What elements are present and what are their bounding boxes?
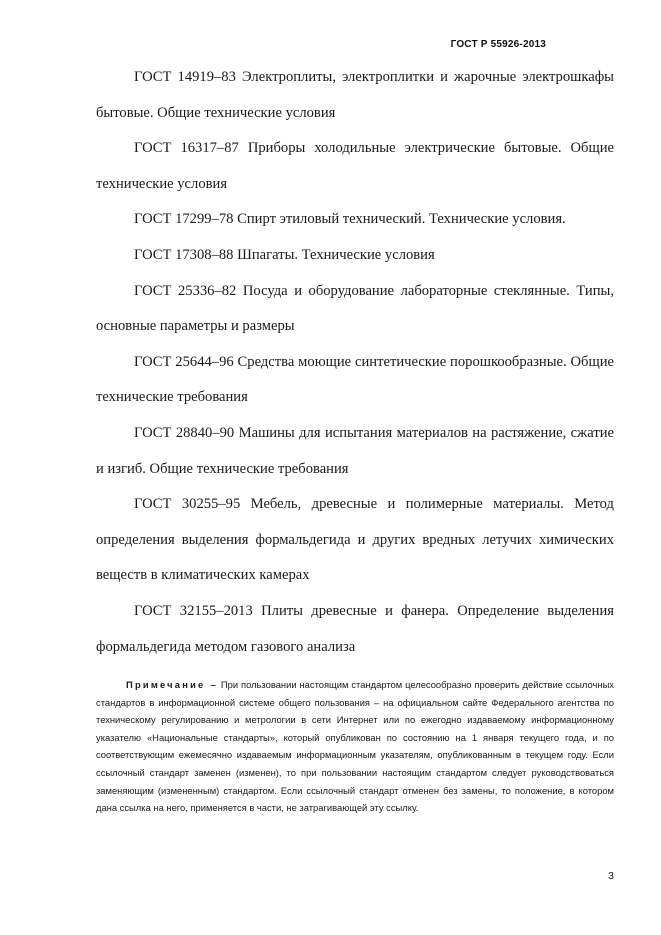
normative-references [96,60,614,665]
reference-item: ГОСТ 32155–2013 Плиты древесные и фанера. Определение выделения формальдегида методом газового анализа [96,602,614,655]
document-code: ГОСТ Р 55926-2013 [450,39,546,50]
reference-item: ГОСТ 14919–83 Электроплиты, электроплитки и жарочные электрошкафы бытовые. Общие технические условия [96,69,614,121]
reference-item: ГОСТ 16317–87 Приборы холодильные электрические бытовые. Общие технические условия [96,140,614,192]
note-text: При пользовании настоящим стандартом целесообразно проверить действие ссылочных стандартов в информационной системе общего пользования – на официальном сайте Федерального агентства по техническому регулированию и метрологии в сети Интернет или по ежегодно издаваемому информационному указателю «Национальные стандарты», который опубликован по состоянию на 1 января текущего года, и по соответствующим ежемесячно издаваемым информационным указателям, опубликованным в текущем году. Если ссылочный стандарт заменен (изменен), то при пользовании настоящим стандартом следует руководствоваться заменяющим (измененным) стандартом. Если ссылочный стандарт отменен без замены, то положение, в котором дана ссылка на него, применяется в части, не затрагивающей эту ссылку. [96,679,614,814]
reference-item: ГОСТ 17299–78 Спирт этиловый технический. Технические условия. [134,211,566,228]
reference-item: ГОСТ 30255–95 Мебель, древесные и полимерные материалы. Метод определения выделения формальдегида и других вредных летучих химических веществ в климатических камерах [96,496,614,584]
note-label: Примечание – [126,679,218,690]
page-number: 3 [608,870,614,882]
note-block [96,676,614,817]
reference-item: ГОСТ 28840–90 Машины для испытания материалов на растяжение, сжатие и изгиб. Общие технические требования [96,424,614,477]
reference-item: ГОСТ 17308–88 Шпагаты. Технические условия [134,246,435,263]
reference-item: ГОСТ 25644–96 Средства моющие синтетические порошкообразные. Общие технические требования [96,353,614,406]
reference-item: ГОСТ 25336–82 Посуда и оборудование лабораторные стеклянные. Типы, основные параметры и размеры [96,282,614,335]
